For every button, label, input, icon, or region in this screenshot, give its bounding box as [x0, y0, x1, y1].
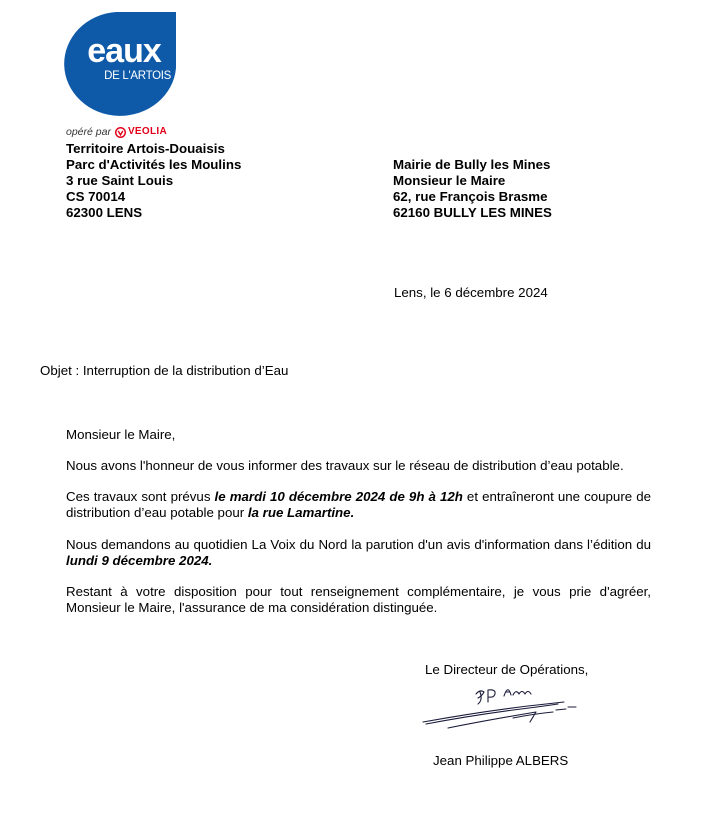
text-run: Nous demandons au quotidien La Voix du Nord la parution d'un avis d'information dans l’édition du [66, 537, 651, 552]
signature-drawing [418, 680, 583, 732]
recipient-line: Monsieur le Maire [393, 173, 506, 188]
letter-greeting: Monsieur le Maire, [66, 427, 176, 442]
letter-closing: Restant à votre disposition pour tout renseignement complémentaire, je vous prie d'agréer, Monsieur le Maire, l'assurance de ma considération distinguée. [66, 584, 651, 615]
logo-main-text: eaux [87, 32, 161, 70]
sender-line: 62300 LENS [66, 205, 143, 220]
letter-paragraph [66, 537, 651, 569]
recipient-line: 62, rue François Brasme [393, 189, 548, 204]
sender-line: CS 70014 [66, 189, 126, 204]
letter-paragraph [66, 489, 651, 521]
street-emphasis: la rue Lamartine. [247, 505, 355, 520]
veolia-logo-text: VEOLIA [127, 126, 167, 137]
sender-address [66, 141, 241, 221]
operated-by-label: opéré par [66, 126, 111, 138]
signatory-title: Le Directeur de Opérations, [425, 662, 589, 677]
publication-date-emphasis: lundi 9 décembre 2024. [66, 553, 213, 568]
sender-line: Territoire Artois-Douaisis [66, 141, 225, 156]
text-run: et entraîneront une coupure de distribution d’eau potable pour [66, 489, 652, 520]
eaux-de-lartois-logo [64, 12, 176, 120]
logo-badge [64, 12, 176, 120]
text-run: Ces travaux sont prévus [66, 489, 215, 504]
handwritten-signature [418, 680, 583, 732]
sender-line: Parc d'Activités les Moulins [66, 157, 242, 172]
logo-sub-text: DE L'ARTOIS [104, 70, 171, 82]
sender-line: 3 rue Saint Louis [66, 173, 174, 188]
recipient-line: 62160 BULLY LES MINES [393, 205, 552, 220]
letter-date: Lens, le 6 décembre 2024 [394, 285, 548, 300]
operated-by-line [66, 124, 167, 140]
work-date-emphasis: le mardi 10 décembre 2024 de 9h à 12h [214, 489, 463, 504]
signatory-name: Jean Philippe ALBERS [433, 753, 569, 768]
recipient-address [393, 157, 552, 221]
letter-subject: Objet : Interruption de la distribution d’Eau [40, 363, 289, 378]
recipient-line: Mairie de Bully les Mines [393, 157, 551, 172]
letter-paragraph: Nous avons l'honneur de vous informer des travaux sur le réseau de distribution d’eau potable. [66, 458, 624, 473]
veolia-logo-icon [115, 127, 126, 138]
